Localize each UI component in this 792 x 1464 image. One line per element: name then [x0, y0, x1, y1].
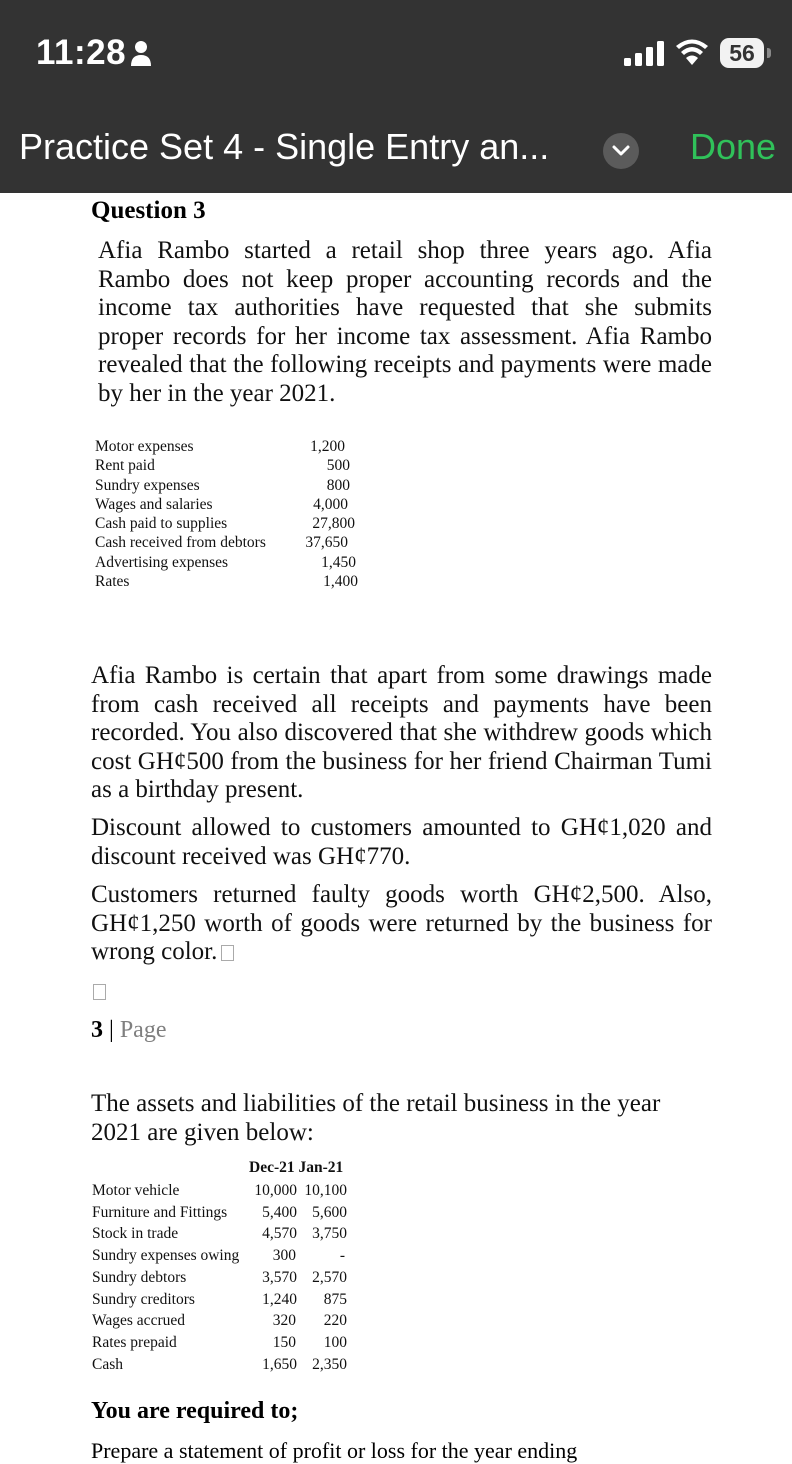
asset-dec-value: 5,400 — [262, 1203, 297, 1221]
rp-label: Rates — [95, 573, 130, 591]
rp-value: 37,650 — [305, 534, 348, 552]
placeholder-box — [221, 945, 234, 961]
asset-dec-value: 300 — [272, 1247, 296, 1265]
page-label: Page — [119, 1017, 167, 1043]
rp-value: 27,800 — [312, 515, 355, 533]
asset-jan-value: - — [339, 1247, 345, 1265]
rp-value: 500 — [326, 457, 350, 475]
asset-jan-value: 5,600 — [312, 1203, 347, 1221]
asset-jan-value: 875 — [323, 1290, 347, 1308]
asset-jan-value: 2,570 — [312, 1268, 347, 1286]
rp-label: Sundry expenses — [95, 476, 200, 494]
question-heading: Question 3 — [91, 197, 206, 224]
drawings-paragraph: Afia Rambo is certain that apart from some drawings made from cash received all receipts and payments have been recorded. You also discovered that she withdrew goods which cost GH¢500 from the business for her friend Chairman Tumi as a birthday present. — [91, 662, 712, 803]
returns-text: Customers returned faulty goods worth GH¢2,500. Also, GH¢1,250 worth of goods were returned by the business for wrong color. — [91, 881, 712, 965]
rp-value: 1,400 — [323, 573, 358, 591]
asset-label: Cash — [92, 1355, 123, 1373]
title-menu-button[interactable] — [603, 133, 639, 169]
chevron-down-icon — [603, 133, 639, 169]
rp-value: 800 — [326, 476, 350, 494]
asset-jan-value: 2,350 — [312, 1355, 347, 1373]
asset-dec-value: 1,650 — [262, 1355, 297, 1373]
required-text: Prepare a statement of profit or loss for the year ending — [91, 1438, 578, 1463]
discount-paragraph: Discount allowed to customers amounted to GH¢1,020 and discount received was GH¢770. — [91, 814, 712, 870]
rp-label: Rent paid — [95, 457, 155, 475]
battery-level: 56 — [720, 38, 764, 68]
rp-label: Motor expenses — [95, 438, 194, 455]
asset-jan-value: 10,100 — [304, 1182, 347, 1199]
status-time: 11:28 — [36, 33, 127, 72]
assets-jan-column — [297, 1180, 347, 1375]
page-footer — [91, 1017, 166, 1044]
placeholder-box — [93, 984, 106, 1000]
document-title-bar — [0, 106, 792, 193]
cellular-signal-icon — [624, 40, 664, 66]
receipts-payments-values — [298, 437, 360, 591]
asset-label: Sundry creditors — [92, 1290, 195, 1308]
document-title[interactable]: Practice Set 4 - Single Entry an... — [19, 126, 550, 167]
rp-label: Cash received from debtors — [95, 534, 266, 552]
person-icon — [131, 40, 151, 66]
asset-dec-value: 4,570 — [262, 1225, 297, 1243]
asset-label: Motor vehicle — [92, 1182, 180, 1199]
assets-intro-paragraph: The assets and liabilities of the retail business in the year 2021 are given below: — [91, 1090, 661, 1146]
intro-paragraph: Afia Rambo started a retail shop three years ago. Afia Rambo does not keep proper accounting records and the income tax authorities have requested that she submits proper records for her income tax assessment. Afia Rambo revealed that the following receipts and payments were made by her in the year 2021. — [98, 237, 712, 407]
assets-table-labels — [92, 1180, 239, 1375]
asset-label: Wages accrued — [92, 1312, 185, 1330]
rp-label: Cash paid to supplies — [95, 515, 228, 533]
asset-label: Furniture and Fittings — [92, 1203, 228, 1221]
required-heading: You are required to; — [91, 1398, 299, 1424]
asset-label: Rates prepaid — [92, 1333, 177, 1351]
status-bar — [0, 0, 792, 106]
asset-jan-value: 100 — [323, 1333, 347, 1351]
asset-dec-value: 1,240 — [262, 1290, 297, 1308]
asset-dec-value: 320 — [272, 1312, 296, 1330]
asset-dec-value: 10,000 — [254, 1182, 297, 1199]
battery-indicator — [720, 38, 764, 68]
wifi-icon — [675, 38, 709, 66]
rp-value: 1,200 — [310, 438, 345, 455]
assets-dec-column — [240, 1180, 297, 1375]
page-separator: | — [103, 1017, 120, 1043]
rp-label: Wages and salaries — [95, 495, 213, 513]
battery-tip — [767, 48, 771, 58]
rp-label: Advertising expenses — [95, 553, 229, 571]
returns-paragraph — [91, 881, 712, 967]
receipts-payments-labels — [95, 437, 266, 591]
asset-dec-value: 3,570 — [262, 1268, 297, 1286]
asset-label: Sundry debtors — [92, 1268, 187, 1286]
done-button[interactable]: Done — [690, 126, 777, 167]
asset-dec-value: 150 — [272, 1333, 296, 1351]
asset-jan-value: 220 — [323, 1312, 347, 1330]
rp-value: 1,450 — [321, 553, 356, 571]
asset-label: Stock in trade — [92, 1225, 179, 1243]
asset-label: Sundry expenses owing — [92, 1247, 240, 1265]
page-number: 3 — [91, 1017, 103, 1043]
rp-value: 4,000 — [313, 495, 348, 513]
asset-jan-value: 3,750 — [312, 1225, 347, 1243]
document-page — [0, 193, 792, 1463]
assets-table-header: Dec-21 Jan-21 — [249, 1159, 344, 1176]
